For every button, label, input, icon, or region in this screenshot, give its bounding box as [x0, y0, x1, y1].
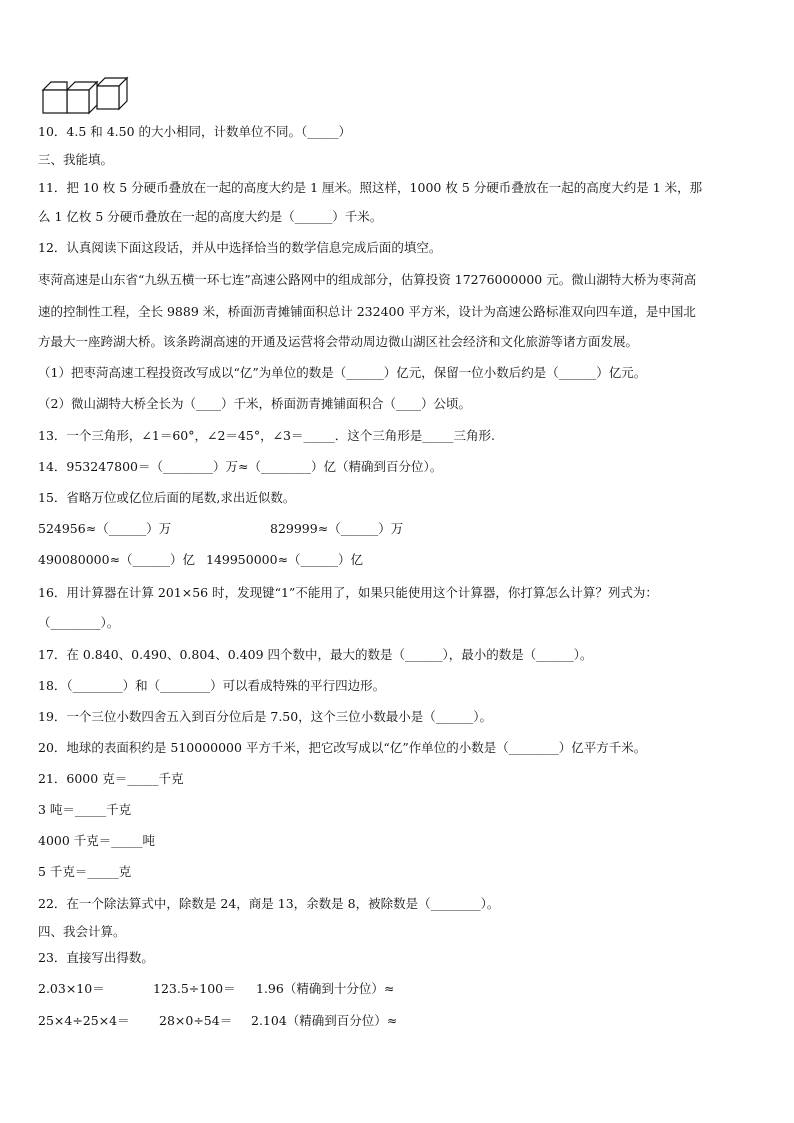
calc-2-b: 28×0÷54＝ — [159, 1013, 233, 1028]
question-20: 20．地球的表面积约是 510000000 平方千米，把它改写成以“亿”作单位的小数是（________）亿平方千米。 — [38, 740, 647, 755]
calc-2-c: 2.104（精确到百分位）≈ — [251, 1013, 398, 1028]
question-21-b: 3 吨＝_____千克 — [38, 802, 132, 817]
question-19: 19．一个三位小数四舍五入到百分位后是 7.50，这个三位小数最小是（______）。 — [38, 709, 492, 724]
question-16-line-1: 16．用计算器在计算 201×56 时，发现键“1”不能用了，如果只能使用这个计算器，你打算怎么计算？列式为： — [38, 585, 658, 600]
question-16-line-2: （________）。 — [38, 615, 120, 630]
question-12: 12．认真阅读下面这段话，并从中选择恰当的数学信息完成后面的填空。 — [38, 240, 442, 255]
question-21-c: 4000 千克＝_____吨 — [38, 833, 156, 848]
calc-1-a: 2.03×10＝ — [38, 981, 105, 996]
passage-line-1: 枣菏高速是山东省“九纵五横一环七连”高速公路网中的组成部分，估算投资 17276000000 元。微山湖特大桥为枣菏高 — [38, 272, 697, 287]
question-21-d: 5 千克＝_____克 — [38, 864, 132, 879]
question-15-d: 149950000≈（______）亿 — [206, 552, 364, 567]
question-11-line-2: 么 1 亿枚 5 分硬币叠放在一起的高度大约是（______）千米。 — [38, 209, 383, 224]
question-18: 18．（________）和（________）可以看成特殊的平行四边形。 — [38, 678, 386, 693]
question-15-c: 490080000≈（______）亿 — [38, 552, 196, 567]
question-12-part-1: （1）把枣菏高速工程投资改写成以“亿”为单位的数是（______）亿元，保留一位小数后约是（______）亿元。 — [38, 365, 647, 380]
cube-figure — [41, 74, 131, 116]
section-4-heading: 四、我会计算。 — [38, 924, 126, 939]
calc-1-b: 123.5÷100＝ — [153, 981, 236, 996]
section-3-heading: 三、我能填。 — [38, 152, 114, 167]
question-21-a: 21．6000 克＝_____千克 — [38, 771, 184, 786]
question-14: 14．953247800＝（________）万≈（________）亿（精确到百分位）。 — [38, 459, 443, 474]
passage-line-3: 方最大一座跨湖大桥。该条跨湖高速的开通及运营将会带动周边微山湖区社会经济和文化旅游等诸方面发展。 — [38, 334, 639, 349]
calc-1-c: 1.96（精确到十分位）≈ — [256, 981, 395, 996]
question-12-part-2: （2）微山湖特大桥全长为（____）千米，桥面沥青摊铺面积合（____）公顷。 — [38, 396, 471, 411]
question-17: 17．在 0.840、0.490、0.804、0.409 四个数中，最大的数是（______），最小的数是（______）。 — [38, 647, 593, 662]
question-15-a: 524956≈（______）万 — [38, 521, 172, 536]
question-11-line-1: 11．把 10 枚 5 分硬币叠放在一起的高度大约是 1 厘米。照这样，1000 枚 5 分硬币叠放在一起的高度大约是 1 米，那 — [38, 180, 703, 195]
question-13: 13．一个三角形，∠1＝60°，∠2＝45°，∠3＝_____．这个三角形是_____三角形. — [38, 428, 495, 443]
question-23: 23．直接写出得数。 — [38, 950, 154, 965]
passage-line-2: 速的控制性工程，全长 9889 米，桥面沥青摊铺面积总计 232400 平方米，设计为高速公路标准双向四车道，是中国北 — [38, 304, 696, 319]
question-15: 15．省略万位或亿位后面的尾数,求出近似数。 — [38, 490, 296, 505]
calc-2-a: 25×4÷25×4＝ — [38, 1013, 130, 1028]
question-15-b: 829999≈（______）万 — [270, 521, 404, 536]
question-22: 22．在一个除法算式中，除数是 24，商是 13，余数是 8，被除数是（________）。 — [38, 896, 500, 911]
question-10: 10．4.5 和 4.50 的大小相同，计数单位不同。（_____） — [38, 124, 352, 139]
